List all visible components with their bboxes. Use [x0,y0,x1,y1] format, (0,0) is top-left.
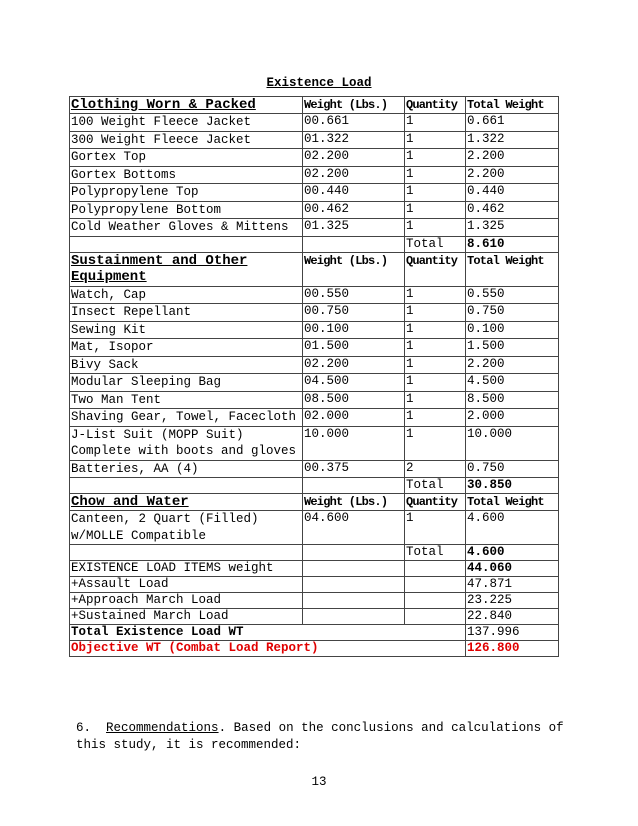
item-quantity: 1 [405,131,466,149]
item-name: Cold Weather Gloves & Mittens [70,219,303,237]
item-weight: 04.500 [303,374,405,392]
empty-cell [70,236,303,252]
item-quantity: 1 [405,201,466,219]
item-weight: 01.500 [303,339,405,357]
column-header-quantity: Quantity [405,252,466,286]
item-total-weight: 2.200 [466,166,559,184]
total-label: Total [405,236,466,252]
item-weight: 08.500 [303,391,405,409]
item-quantity: 1 [405,114,466,132]
section-header-row [70,494,559,511]
summary-row [70,593,559,609]
total-label: Total [405,478,466,494]
item-weight: 04.600 [303,511,405,545]
item-name: Gortex Top [70,149,303,167]
item-weight: 00.375 [303,460,405,478]
column-header-weight: Weight (Lbs.) [303,252,405,286]
item-quantity: 1 [405,321,466,339]
item-quantity: 1 [405,339,466,357]
item-quantity: 1 [405,304,466,322]
item-total-weight: 4.500 [466,374,559,392]
column-header-total: Total Weight [466,494,559,511]
item-quantity: 1 [405,184,466,202]
item-total-weight: 0.750 [466,460,559,478]
column-header-total: Total Weight [466,252,559,286]
item-name: Canteen, 2 Quart (Filled) w/MOLLE Compatible [70,511,303,545]
item-quantity: 1 [405,374,466,392]
section-header-row [70,252,559,286]
section-header-row [70,97,559,114]
item-weight: 00.100 [303,321,405,339]
empty-cell [405,561,466,577]
section-total-row [70,236,559,252]
empty-cell [405,609,466,625]
table-row [70,114,559,132]
item-quantity: 1 [405,356,466,374]
empty-cell [303,577,405,593]
summary-label: +Sustained March Load [70,609,303,625]
table-row [70,286,559,304]
section-total-row [70,545,559,561]
summary-row [70,641,559,657]
summary-value: 137.996 [466,625,559,641]
table-row [70,131,559,149]
empty-cell [70,545,303,561]
table-row [70,219,559,237]
item-total-weight: 1.325 [466,219,559,237]
item-name: Polypropylene Top [70,184,303,202]
item-name: Insect Repellant [70,304,303,322]
summary-value: 126.800 [466,641,559,657]
item-total-weight: 0.661 [466,114,559,132]
item-weight: 00.462 [303,201,405,219]
summary-label: Total Existence Load WT [70,625,466,641]
item-name: Polypropylene Bottom [70,201,303,219]
recommendation-text: . Based on the conclusions and calculations of this study, it is recommended: [76,721,564,752]
empty-cell [303,561,405,577]
summary-value: 44.060 [466,561,559,577]
summary-row [70,561,559,577]
item-quantity: 1 [405,219,466,237]
total-label: Total [405,545,466,561]
table-row [70,166,559,184]
item-weight: 01.322 [303,131,405,149]
table-row [70,184,559,202]
summary-label: Objective WT (Combat Load Report) [70,641,466,657]
empty-cell [303,545,405,561]
section-heading: Clothing Worn & Packed [70,97,303,114]
column-header-weight: Weight (Lbs.) [303,97,405,114]
item-weight: 00.550 [303,286,405,304]
item-weight: 00.440 [303,184,405,202]
section-total-row [70,478,559,494]
table-row [70,426,559,460]
item-total-weight: 4.600 [466,511,559,545]
empty-cell [303,236,405,252]
item-total-weight: 0.440 [466,184,559,202]
item-total-weight: 0.100 [466,321,559,339]
item-name: Two Man Tent [70,391,303,409]
item-weight: 10.000 [303,426,405,460]
item-quantity: 1 [405,149,466,167]
item-total-weight: 2.000 [466,409,559,427]
item-total-weight: 0.462 [466,201,559,219]
column-header-total: Total Weight [466,97,559,114]
recommendation-number: 6. [76,721,92,735]
item-weight: 02.000 [303,409,405,427]
summary-label: +Assault Load [70,577,303,593]
recommendation-heading: Recommendations [106,721,219,735]
document-title: Existence Load [266,76,372,90]
empty-cell [303,593,405,609]
table-row [70,409,559,427]
item-name: Watch, Cap [70,286,303,304]
summary-row [70,577,559,593]
section-total-value: 4.600 [466,545,559,561]
table-row [70,374,559,392]
table-row [70,356,559,374]
item-name: Bivy Sack [70,356,303,374]
item-total-weight: 2.200 [466,149,559,167]
table-row [70,511,559,545]
summary-row [70,609,559,625]
item-total-weight: 0.750 [466,304,559,322]
item-weight: 00.750 [303,304,405,322]
section-heading: Sustainment and Other Equipment [70,252,303,286]
item-name: Shaving Gear, Towel, Facecloth [70,409,303,427]
empty-cell [405,577,466,593]
item-quantity: 1 [405,511,466,545]
item-name: Gortex Bottoms [70,166,303,184]
item-quantity: 1 [405,166,466,184]
empty-cell [303,478,405,494]
summary-label: +Approach March Load [70,593,303,609]
item-name: Mat, Isopor [70,339,303,357]
column-header-quantity: Quantity [405,97,466,114]
item-name: J-List Suit (MOPP Suit) Complete with boots and gloves [70,426,303,460]
recommendation-paragraph [76,720,566,754]
section-total-value: 8.610 [466,236,559,252]
item-quantity: 1 [405,286,466,304]
item-name: 100 Weight Fleece Jacket [70,114,303,132]
item-weight: 02.200 [303,356,405,374]
table-row [70,149,559,167]
item-total-weight: 0.550 [466,286,559,304]
column-header-weight: Weight (Lbs.) [303,494,405,511]
item-name: Sewing Kit [70,321,303,339]
empty-cell [70,478,303,494]
summary-row [70,625,559,641]
summary-value: 23.225 [466,593,559,609]
item-weight: 01.325 [303,219,405,237]
table-row [70,391,559,409]
column-header-quantity: Quantity [405,494,466,511]
item-total-weight: 2.200 [466,356,559,374]
empty-cell [405,593,466,609]
summary-label: EXISTENCE LOAD ITEMS weight [70,561,303,577]
item-name: 300 Weight Fleece Jacket [70,131,303,149]
existence-load-table-body [70,97,559,657]
item-name: Modular Sleeping Bag [70,374,303,392]
item-quantity: 2 [405,460,466,478]
item-weight: 00.661 [303,114,405,132]
item-weight: 02.200 [303,166,405,184]
page-number: 13 [311,775,327,789]
table-row [70,201,559,219]
item-name: Batteries, AA (4) [70,460,303,478]
item-weight: 02.200 [303,149,405,167]
section-heading: Chow and Water [70,494,303,511]
item-total-weight: 1.322 [466,131,559,149]
existence-load-table [69,96,559,657]
item-total-weight: 8.500 [466,391,559,409]
summary-value: 47.871 [466,577,559,593]
summary-value: 22.840 [466,609,559,625]
item-total-weight: 10.000 [466,426,559,460]
table-row [70,304,559,322]
table-row [70,321,559,339]
empty-cell [303,609,405,625]
item-quantity: 1 [405,426,466,460]
item-quantity: 1 [405,409,466,427]
item-quantity: 1 [405,391,466,409]
table-row [70,460,559,478]
table-row [70,339,559,357]
item-total-weight: 1.500 [466,339,559,357]
section-total-value: 30.850 [466,478,559,494]
